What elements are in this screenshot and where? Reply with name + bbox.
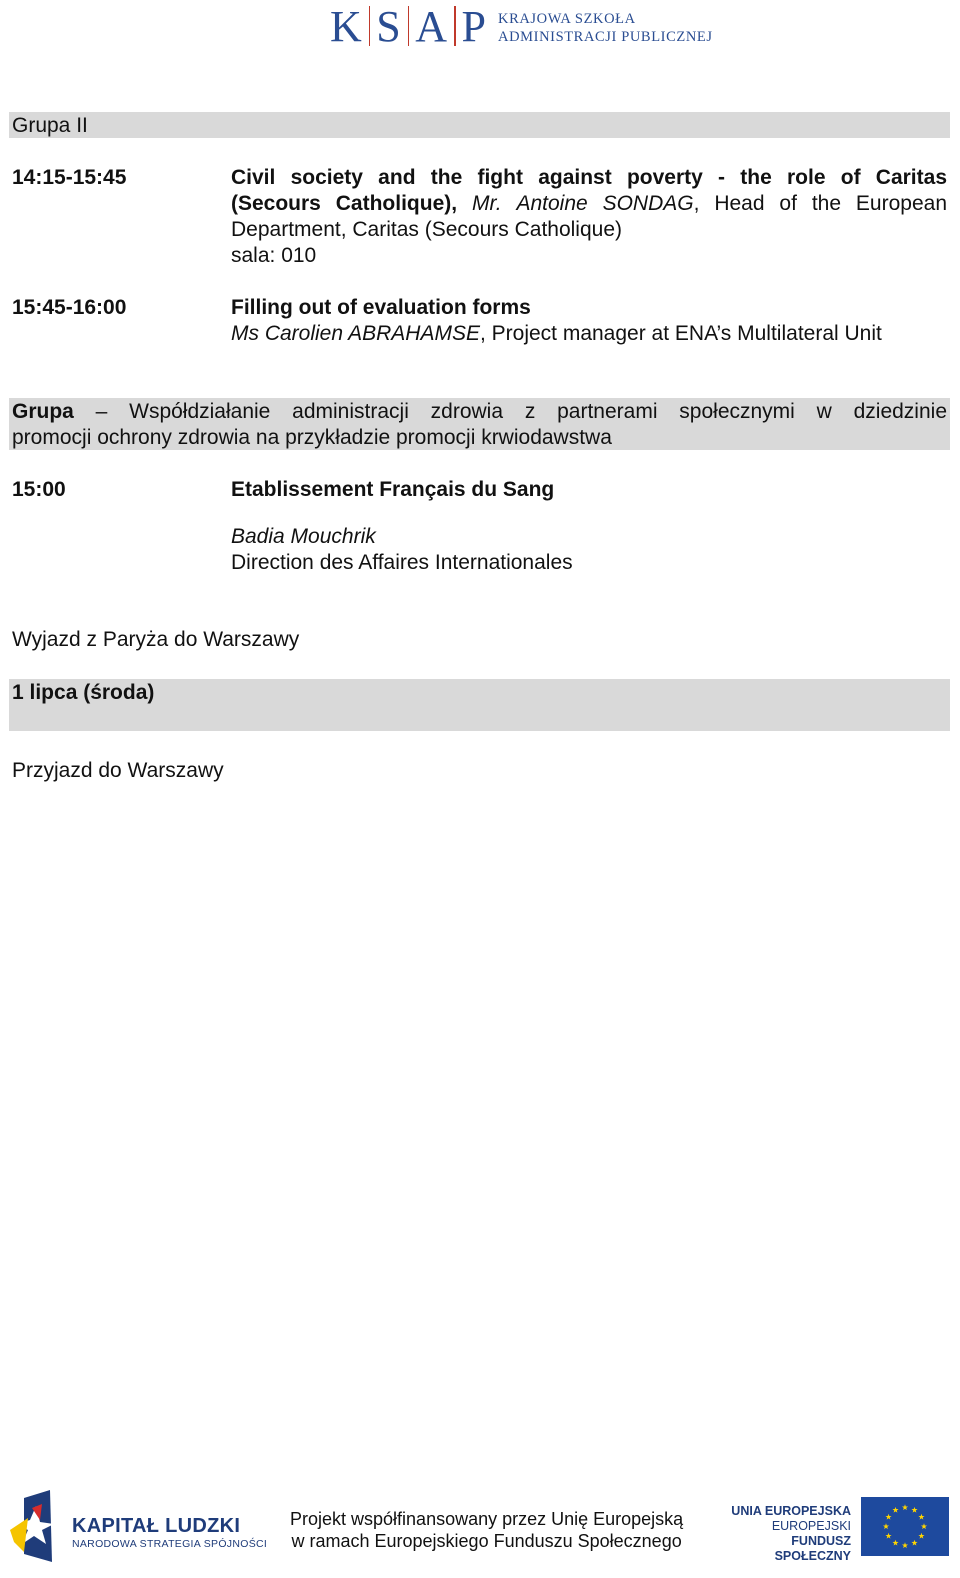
session-title-end: (Secours Catholique), [231, 192, 458, 215]
speaker-name: Ms Carolien ABRAHAMSE [231, 322, 480, 345]
session-title: Civil society and the fight against poverty - the role of Caritas [231, 166, 947, 189]
session-time: 15:00 [12, 478, 66, 501]
eu-flag-icon [861, 1497, 949, 1556]
cofinancing-line2: w ramach Europejskiego Funduszu Społecznego [291, 1531, 682, 1551]
ksap-name-line2: ADMINISTRACJI PUBLICZNEJ [498, 29, 713, 45]
group-title [12, 399, 947, 425]
session-time: 14:15-15:45 [12, 166, 127, 189]
speaker-role-continued: Department, Caritas (Secours Catholique) [231, 218, 623, 241]
ksap-logo [330, 1, 488, 51]
logo-letter-a: A [415, 1, 449, 51]
speaker-role: , Head of the European [693, 192, 947, 215]
speaker-name: Badia Mouchrik [231, 525, 376, 548]
kapital-ludzki-subtitle: NARODOWA STRATEGIA SPÓJNOŚCI [72, 1538, 268, 1550]
eu-line2: EUROPEJSKI [771, 1519, 851, 1533]
speaker-name: Antoine SONDAG [516, 192, 694, 215]
arrival-note: Przyjazd do Warszawy [12, 759, 224, 782]
group-title-continued: promocji ochrony zdrowia na przykładzie promocji krwiodawstwa [12, 426, 612, 449]
session-time: 15:45-16:00 [12, 296, 127, 319]
logo-separator [369, 6, 371, 46]
logo-separator [454, 6, 456, 46]
eu-fund-label [724, 1504, 851, 1564]
kapital-ludzki-title: KAPITAŁ LUDZKI [72, 1515, 241, 1537]
session-room: sala: 010 [231, 244, 317, 267]
session-speaker [231, 321, 882, 347]
eu-line3: FUNDUSZ SPOŁECZNY [774, 1534, 851, 1563]
speaker-role: , Project manager at ENA’s Multilateral Unit [479, 322, 882, 345]
group-title: Grupa II [12, 114, 88, 137]
group-header-bar [9, 112, 950, 138]
logo-separator [408, 6, 410, 46]
cofinancing-line1: Projekt współfinansowany przez Unię Europejską [290, 1509, 684, 1529]
ksap-logo-name [498, 10, 713, 46]
kapital-ludzki-logo-icon [10, 1490, 56, 1562]
group-title-label: Grupa [12, 400, 74, 423]
ksap-name-line1: KRAJOWA SZKOŁA [498, 11, 636, 27]
speaker-role: Direction des Affaires Internationales [231, 551, 573, 574]
session-title-continued [231, 191, 947, 217]
session-title: Filling out of evaluation forms [231, 296, 531, 319]
logo-letter-k: K [330, 1, 363, 51]
logo-letter-p: P [461, 1, 488, 51]
day-header: 1 lipca (środa) [12, 681, 155, 704]
eu-line1: UNIA EUROPEJSKA [731, 1504, 851, 1518]
session-title: Etablissement Français du Sang [231, 478, 555, 501]
departure-note: Wyjazd z Paryża do Warszawy [12, 628, 300, 651]
group-title-topic: – Współdziałanie administracji zdrowia z partnerami społecznymi w dziedzinie [73, 400, 947, 423]
cofinancing-note [290, 1508, 683, 1552]
speaker-honorific: Mr. [472, 192, 502, 215]
logo-letter-s: S [376, 1, 402, 51]
